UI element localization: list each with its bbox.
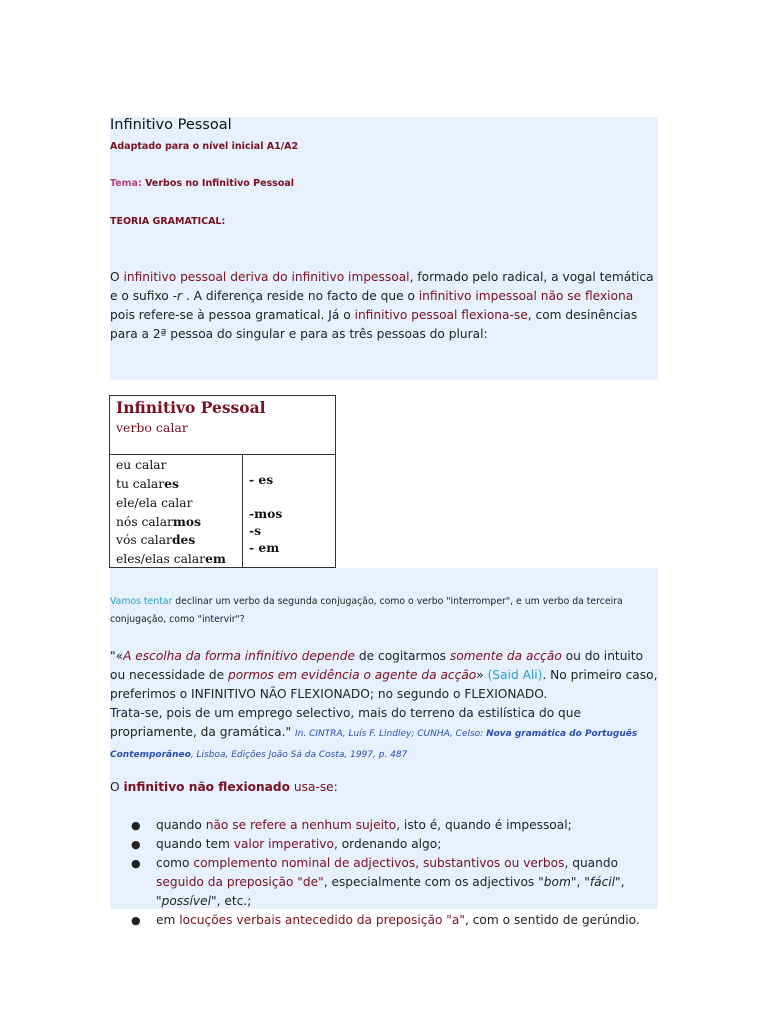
text: -r — [172, 289, 183, 303]
stem: eu calar — [116, 458, 167, 472]
list-item — [110, 835, 658, 854]
text: Trata-se, pois de um emprego selectivo, mais do terreno da estilística do que propriamente, da gramática." — [110, 706, 582, 739]
quote-paragraph — [110, 647, 658, 765]
said-ali-link[interactable]: (Said Ali) — [487, 668, 543, 682]
uses-intro — [110, 780, 338, 794]
ending-mos: -mos — [249, 506, 283, 521]
text: ", " — [570, 875, 590, 889]
highlight: locuções verbais antecedido da preposição "a" — [179, 913, 465, 927]
highlight: infinitivo impessoal não se flexiona — [418, 289, 634, 303]
text: O — [110, 270, 124, 284]
level-subtitle: Adaptado para o nível inicial A1/A2 — [110, 141, 299, 152]
text: possível — [161, 894, 211, 908]
text: . A diferença reside no facto de que o — [182, 289, 419, 303]
table-title: Infinitivo Pessoal — [116, 398, 266, 417]
text: ", etc.; — [210, 894, 252, 908]
text: . No primeiro caso, preferimos o INFINITIVO NÃO FLEXIONADO; no segundo o FLEXIONADO. — [110, 668, 658, 701]
ending-s: -s — [249, 523, 262, 538]
text: bom — [543, 875, 571, 889]
text: "« — [110, 649, 124, 663]
text: fácil — [589, 875, 616, 889]
highlight: somente da acção — [449, 649, 562, 663]
text: em — [156, 913, 180, 927]
text: , formado pelo radical, a vogal temática e o sufixo — [110, 270, 654, 303]
table-row — [116, 476, 179, 491]
highlight: deriva do infinitivo impessoal — [230, 270, 410, 284]
text: , especialmente com os adjectivos " — [323, 875, 544, 889]
text: quando — [156, 818, 206, 832]
stem: nós calar — [116, 515, 173, 529]
stem: eles/elas calar — [116, 552, 206, 566]
bullet-icon: ● — [131, 914, 141, 927]
ending-em: - em — [249, 540, 280, 555]
ending: es — [164, 476, 179, 491]
list-item — [110, 816, 658, 835]
text: ou do intuito ou necessidade de — [110, 649, 644, 682]
table-header — [110, 396, 335, 455]
text: como — [156, 856, 194, 870]
text: ", " — [156, 875, 625, 908]
highlight: valor imperativo — [233, 837, 334, 851]
section-heading: TEORIA GRAMATICAL: — [110, 216, 226, 227]
highlight: complemento nominal de adjectivos, substantivos ou verbos — [193, 856, 565, 870]
text: » — [476, 668, 488, 682]
text: : — [333, 780, 338, 794]
text: , com desinências para a 2ª pessoa do singular e para as três pessoas do plural: — [110, 308, 638, 341]
stem: vós calar — [116, 533, 172, 547]
topic-label: Tema: — [110, 178, 142, 189]
highlight: infinitivo pessoal — [123, 270, 227, 284]
table-row — [116, 551, 226, 566]
stem: ele/ela calar — [116, 496, 193, 510]
bullet-icon: ● — [131, 838, 141, 851]
endings-column — [243, 455, 335, 567]
text: , quando — [564, 856, 619, 870]
table-row — [116, 495, 192, 510]
practice-paragraph — [110, 593, 658, 629]
text: declinar um verbo da segunda conjugação, como o verbo "interromper", e um verbo da terceira conjugação, como "intervir"? — [110, 596, 623, 625]
intro-paragraph — [110, 268, 658, 344]
highlight: usa-se — [293, 780, 334, 794]
bullet-icon: ● — [131, 819, 141, 832]
stem: tu calar — [116, 477, 165, 491]
ending-es: - es — [249, 472, 274, 487]
uses-list — [110, 816, 658, 930]
highlight: seguido da preposição "de" — [156, 875, 324, 889]
text: , ordenando algo; — [333, 837, 442, 851]
highlight: infinitivo não flexionado — [123, 780, 290, 794]
ending: mos — [172, 514, 202, 529]
text: , isto é, quando é impessoal; — [396, 818, 572, 832]
text: pois refere-se à pessoa gramatical. Já o — [110, 308, 355, 322]
bullet-icon: ● — [131, 857, 141, 870]
ending: em — [205, 551, 226, 566]
list-item — [110, 854, 658, 911]
table-row — [116, 457, 166, 472]
topic-line — [110, 178, 294, 189]
text: de cogitarmos — [355, 649, 450, 663]
text: O — [110, 780, 124, 794]
conjugation-table — [109, 395, 336, 568]
text: quando tem — [156, 837, 234, 851]
page-title: Infinitivo Pessoal — [110, 117, 232, 133]
highlight: pormos em evidência o agente da acção — [227, 668, 477, 682]
highlight: não se refere a nenhum sujeito — [205, 818, 397, 832]
table-row — [116, 532, 195, 547]
highlight: A escolha da forma infinitivo depende — [123, 649, 356, 663]
topic-value: Verbos no Infinitivo Pessoal — [141, 178, 295, 189]
ending: des — [171, 532, 196, 547]
reference: In. CINTRA, Luís F. Lindley; CUNHA, Celso: — [294, 729, 487, 739]
table-subtitle: verbo calar — [116, 420, 188, 435]
practice-link[interactable]: Vamos tentar — [110, 596, 173, 607]
forms-column — [110, 455, 243, 567]
highlight: infinitivo pessoal flexiona-se — [354, 308, 528, 322]
table-row — [116, 514, 201, 529]
list-item — [110, 911, 658, 930]
reference: , Lisboa, Edições João Sá da Costa, 1997, p. 487 — [190, 750, 408, 760]
text: , com o sentido de gerúndio. — [464, 913, 640, 927]
reference-title: Nova gramática do Português Contemporâneo — [110, 729, 638, 760]
